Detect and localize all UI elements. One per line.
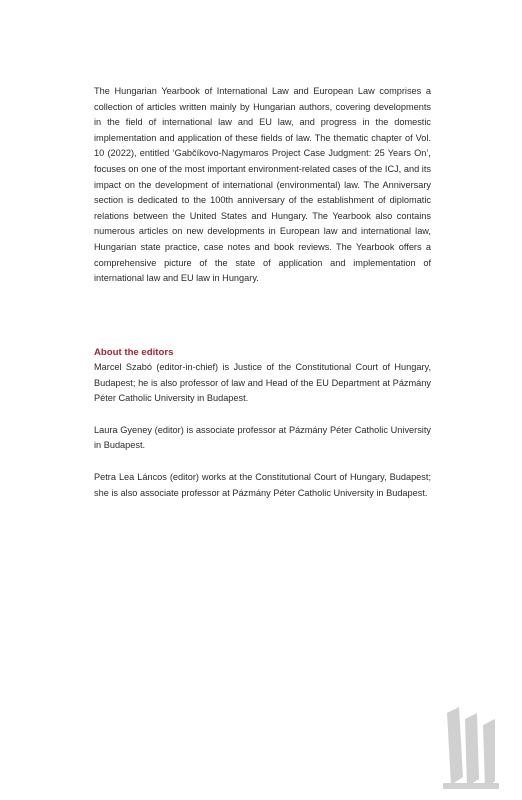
about-editors-heading: About the editors [94,347,174,358]
editor-bio-gyeney: Laura Gyeney (editor) is associate professor at Pázmány Péter Catholic University in Budapest. [94,424,431,451]
about-editors-section [94,346,431,517]
editor-bio-lancos: Petra Lea Láncos (editor) works at the Constitutional Court of Hungary, Budapest; she is also associate professor at Pázmány Péter Catholic University in Budapest. [94,471,431,498]
editor-bio-szabo: Marcel Szabó (editor-in-chief) is Justice of the Constitutional Court of Hungary, Budapest; he is also professor of law and Head of the EU Department at Pázmány Péter Catholic University in Budapest. [94,362,431,404]
book-description: The Hungarian Yearbook of International Law and European Law comprises a collection of articles written mainly by Hungarian authors, covering developments in the field of international law and EU law, and progress in the domestic implementation and application of these fields of law. The thematic chapter of Vol. 10 (2022), entitled ‘Gabčíkovo-Nagymaros Project Case Judgment: 25 Years On’, focuses on one of the most important environment-related cases of the ICJ, and its impact on the development of international (environmental) law. The Anniversary section is dedicated to the 100th anniversary of the establishment of diplomatic relations between the United States and Hungary. The Yearbook also contains numerous articles on new developments in European law and international law, Hungarian state practice, case notes and book reviews. The Yearbook offers a comprehensive picture of the state of application and implementation of international law and EU law in Hungary. [94,86,431,284]
publisher-watermark-icon [441,705,501,791]
